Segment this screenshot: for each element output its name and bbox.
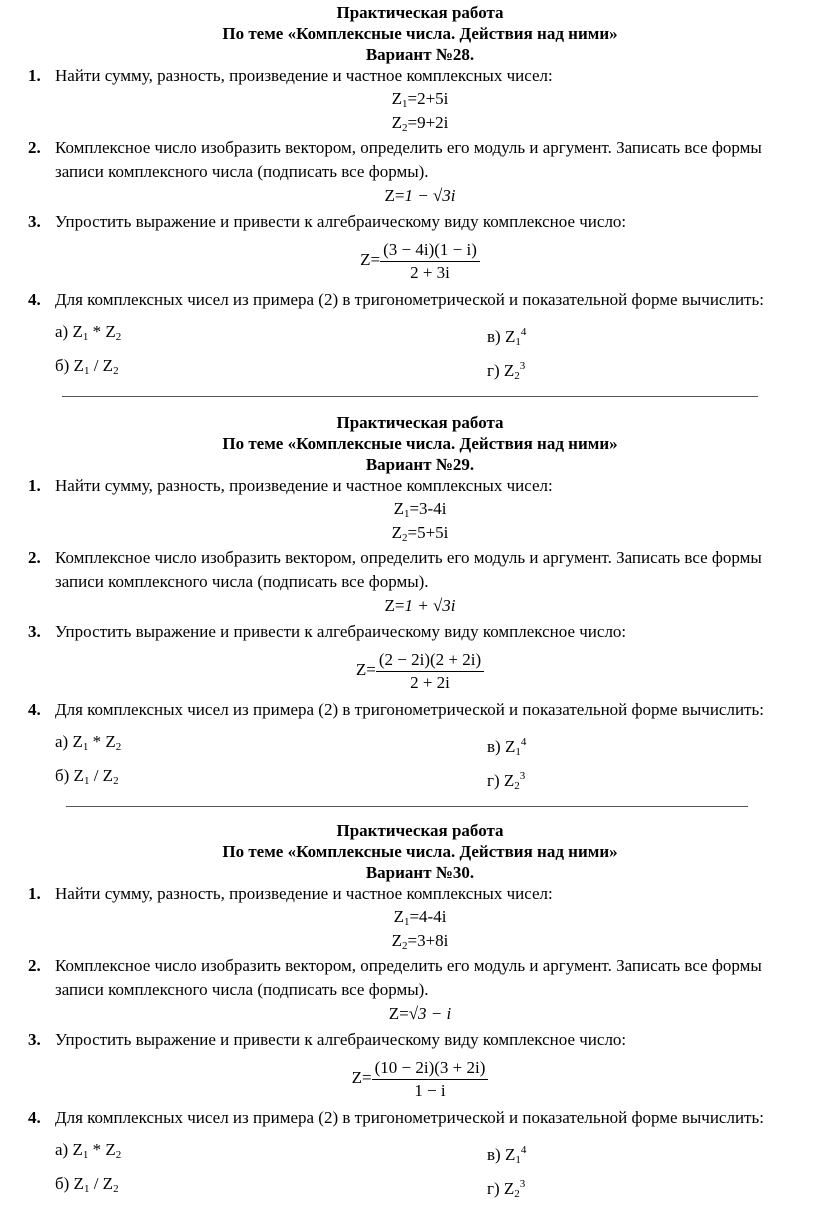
worksheet-topic: По теме «Комплексные числа. Действия над ними»	[222, 24, 618, 43]
separator-line	[62, 396, 758, 397]
fraction-expression: Z= $\frac{(10 - 2i)(3 + 2i)}{1 - i}$	[0, 1056, 816, 1102]
variant-2	[0, 410, 816, 810]
worksheet-title: Практическая работа	[336, 3, 504, 22]
option-g: г) $Z_2^3$	[487, 360, 526, 382]
task-text: Комплексное число изобразить вектором, определить его модуль и аргумент. Записать все формы	[55, 138, 762, 157]
worksheet-topic: По теме «Комплексные числа. Действия над ними»	[222, 434, 618, 453]
task-text: Упростить выражение и привести к алгебраическому виду комплексное число:	[55, 622, 627, 641]
task-text: записи комплексного числа (подписать все формы).	[55, 980, 429, 999]
task-number: 3.	[28, 212, 41, 231]
z1-value: $Z_1=2+5i$	[391, 89, 449, 110]
task-number: 4.	[28, 700, 41, 719]
task-text: Упростить выражение и привести к алгебраическому виду комплексное число:	[55, 1030, 627, 1049]
task-number: 1.	[28, 66, 41, 85]
z1-value: $Z_1=3-4i$	[393, 499, 447, 520]
task-number: 4.	[28, 290, 41, 309]
option-v: в) $Z_1^4$	[487, 326, 527, 348]
z-value: Z=1 + √3i	[384, 596, 456, 615]
z2-value: $Z_2=3+8i$	[391, 931, 449, 952]
option-b: б) $Z_1 / Z_2$	[55, 766, 119, 787]
denominator: 2 + 3i	[410, 262, 450, 282]
option-g: г) $Z_2^3$	[487, 770, 526, 792]
fraction-expression: Z= $\frac{(3 - 4i)(1 - i)}{2 + 3i}$	[0, 238, 816, 284]
z1-value: $Z_1=4-4i$	[393, 907, 447, 928]
worksheet-topic: По теме «Комплексные числа. Действия над ними»	[222, 842, 618, 861]
variant-heading: Вариант №29.	[365, 455, 475, 474]
z-value: Z=1 − √3i	[384, 186, 456, 205]
separator-line	[66, 806, 748, 807]
numerator: (2 − 2i)(2 + 2i)	[376, 649, 484, 672]
task-text: Найти сумму, разность, произведение и частное комплексных чисел:	[55, 476, 553, 495]
option-g: г) $Z_2^3$	[487, 1178, 526, 1200]
task-text: записи комплексного числа (подписать все формы).	[55, 572, 429, 591]
denominator: 1 − i	[414, 1080, 446, 1100]
worksheet-title: Практическая работа	[336, 821, 504, 840]
variant-heading: Вариант №28.	[365, 45, 475, 64]
numerator: (10 − 2i)(3 + 2i)	[372, 1057, 489, 1080]
task-text: Для комплексных чисел из примера (2) в тригонометрической и показательной форме вычислить:	[55, 700, 764, 719]
variant-3	[0, 818, 816, 1218]
z2-value: $Z_2=9+2i$	[391, 113, 449, 134]
task-text: Комплексное число изобразить вектором, определить его модуль и аргумент. Записать все формы	[55, 956, 762, 975]
task-number: 3.	[28, 1030, 41, 1049]
task-text: Комплексное число изобразить вектором, определить его модуль и аргумент. Записать все формы	[55, 548, 762, 567]
variant-1	[0, 0, 816, 400]
task-text: Упростить выражение и привести к алгебраическому виду комплексное число:	[55, 212, 627, 231]
task-text: Для комплексных чисел из примера (2) в тригонометрической и показательной форме вычислить:	[55, 290, 764, 309]
option-a: а) $Z_1 * Z_2$	[55, 322, 122, 343]
task-number: 1.	[28, 476, 41, 495]
task-number: 1.	[28, 884, 41, 903]
task-number: 2.	[28, 138, 41, 157]
task-number: 4.	[28, 1108, 41, 1127]
variant-heading: Вариант №30.	[365, 863, 475, 882]
fraction-expression: Z= $\frac{(2 - 2i)(2 + 2i)}{2 + 2i}$	[0, 648, 816, 694]
task-text: Найти сумму, разность, произведение и частное комплексных чисел:	[55, 66, 553, 85]
numerator: (3 − 4i)(1 − i)	[380, 239, 480, 262]
option-a: а) $Z_1 * Z_2$	[55, 1140, 122, 1161]
z2-value: $Z_2=5+5i$	[391, 523, 449, 544]
worksheet-title: Практическая работа	[336, 413, 504, 432]
option-a: а) $Z_1 * Z_2$	[55, 732, 122, 753]
task-number: 3.	[28, 622, 41, 641]
task-text: Для комплексных чисел из примера (2) в тригонометрической и показательной форме вычислить:	[55, 1108, 764, 1127]
z-value: Z=√3 − i	[388, 1004, 452, 1023]
option-b: б) $Z_1 / Z_2$	[55, 1174, 119, 1195]
task-number: 2.	[28, 956, 41, 975]
denominator: 2 + 2i	[410, 672, 450, 692]
task-number: 2.	[28, 548, 41, 567]
option-v: в) $Z_1^4$	[487, 736, 527, 758]
task-text: Найти сумму, разность, произведение и частное комплексных чисел:	[55, 884, 553, 903]
option-v: в) $Z_1^4$	[487, 1144, 527, 1166]
task-text: записи комплексного числа (подписать все формы).	[55, 162, 429, 181]
option-b: б) $Z_1 / Z_2$	[55, 356, 119, 377]
